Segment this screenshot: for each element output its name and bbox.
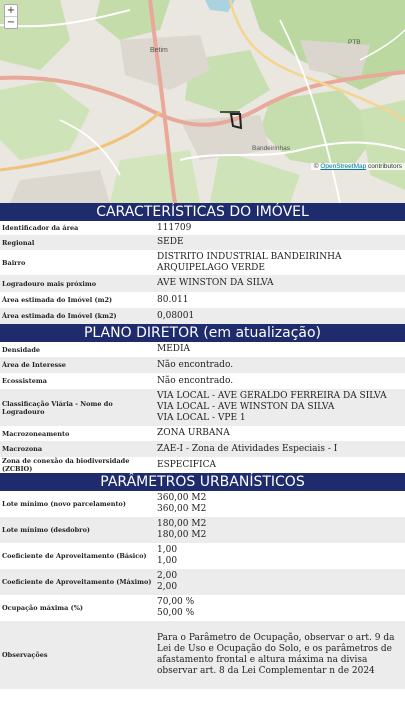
row-value: 1,00 1,00: [157, 545, 178, 566]
section-parametros-title: PARÂMETROS URBANÍSTICOS: [0, 473, 405, 491]
table-row: [0, 621, 405, 689]
row-label: Regional: [2, 238, 35, 247]
table-row: [0, 250, 405, 275]
map-label-bandeirinhas: Bandeirinhas: [252, 145, 290, 152]
row-label: Coeficiente de Aproveitamento (Máximo): [2, 578, 152, 586]
row-value: VIA LOCAL - AVE GERALDO FERREIRA DA SILVA VIA LOCAL - AVE WINSTON DA SILVA VIA LOCAL - VPE 1: [157, 391, 387, 423]
row-value: Para o Parâmetro de Ocupação, observar o art. 9 da Lei de Uso e Ocupação do Solo, e os parâmetros de afastamento frontal e altura máxima na divisa observar art. 8 da Lei Complementar n de 2024: [157, 633, 395, 676]
table-row: [0, 235, 405, 250]
row-label: Macrozona: [2, 445, 43, 453]
osm-link[interactable]: OpenStreetMap: [320, 163, 367, 170]
zoom-in-button[interactable]: +: [6, 5, 16, 16]
parametros-table: [0, 491, 405, 689]
table-row: [0, 342, 405, 357]
row-label: Lote mínimo (novo parcelamento): [2, 500, 126, 508]
table-row: [0, 543, 405, 569]
row-value: 180,00 M2 180,00 M2: [157, 519, 207, 540]
table-row: [0, 517, 405, 543]
table-row: [0, 308, 405, 324]
row-label: Logradouro mais próximo: [2, 279, 97, 288]
row-value: ZAE-I - Zona de Atividades Especiais - I: [157, 443, 338, 454]
map-attribution: [311, 163, 405, 170]
attribution-suffix: contributors: [366, 163, 402, 170]
row-label: Lote mínimo (desdobro): [2, 526, 91, 534]
row-label: Densidade: [2, 345, 41, 354]
attribution-prefix: ©: [313, 163, 321, 170]
row-label: Macrozoneamento: [2, 429, 70, 438]
row-label: Área de Interesse: [2, 361, 66, 369]
row-value: 80.011: [157, 294, 189, 305]
table-row: [0, 569, 405, 595]
row-value: DISTRITO INDUSTRIAL BANDEIRINHA ARQUIPELAGO VERDE: [157, 251, 342, 273]
map-label-betim: Betim: [150, 47, 168, 54]
row-value: Não encontrado.: [157, 359, 234, 370]
row-label: Observações: [2, 651, 48, 659]
table-row: [0, 292, 405, 308]
row-label: Identificador da área: [2, 224, 79, 232]
table-row: [0, 389, 405, 426]
table-row: [0, 221, 405, 235]
plano-table: [0, 342, 405, 473]
row-value: ZONA URBANA: [157, 428, 230, 439]
map-view[interactable]: [0, 0, 405, 203]
table-row: [0, 491, 405, 517]
row-value: 70,00 % 50,00 %: [157, 597, 195, 618]
table-row: [0, 373, 405, 389]
table-row: [0, 457, 405, 473]
section-caracteristicas-title: CARACTERÍSTICAS DO IMÓVEL: [0, 203, 405, 221]
table-row: [0, 275, 405, 292]
row-value: MEDIA: [157, 344, 191, 355]
row-label: Área estimada do Imóvel (km2): [2, 312, 117, 320]
table-row: [0, 595, 405, 621]
row-label: Classificação Viária - Nome do Logradouro: [2, 399, 113, 416]
row-label: Área estimada do Imóvel (m2): [2, 296, 113, 304]
row-label: Coeficiente de Aproveitamento (Básico): [2, 552, 147, 560]
zoom-out-button[interactable]: −: [6, 17, 16, 28]
row-value: 2,00 2,00: [157, 571, 178, 592]
map-tiles: [0, 0, 405, 203]
row-value: 0,08001: [157, 310, 195, 321]
row-value: AVE WINSTON DA SILVA: [157, 278, 274, 289]
row-label: Bairro: [2, 258, 26, 267]
table-row: [0, 357, 405, 373]
map-label-ptb: PTB: [348, 39, 361, 46]
zoom-control: [4, 4, 18, 29]
row-value: ESPECIFICA: [157, 459, 216, 470]
row-label: Ocupação máxima (%): [2, 604, 83, 612]
caracteristicas-table: [0, 221, 405, 324]
row-value: SEDE: [157, 237, 184, 248]
row-value: 360,00 M2 360,00 M2: [157, 493, 207, 514]
table-row: [0, 441, 405, 457]
row-label: Zona de conexão da biodiversidade (ZCBIO): [2, 457, 130, 473]
row-value: Não encontrado.: [157, 375, 234, 386]
row-label: Ecossistema: [2, 377, 47, 385]
section-plano-title: PLANO DIRETOR (em atualização): [0, 324, 405, 342]
row-value: 111709: [157, 222, 192, 233]
table-row: [0, 426, 405, 441]
